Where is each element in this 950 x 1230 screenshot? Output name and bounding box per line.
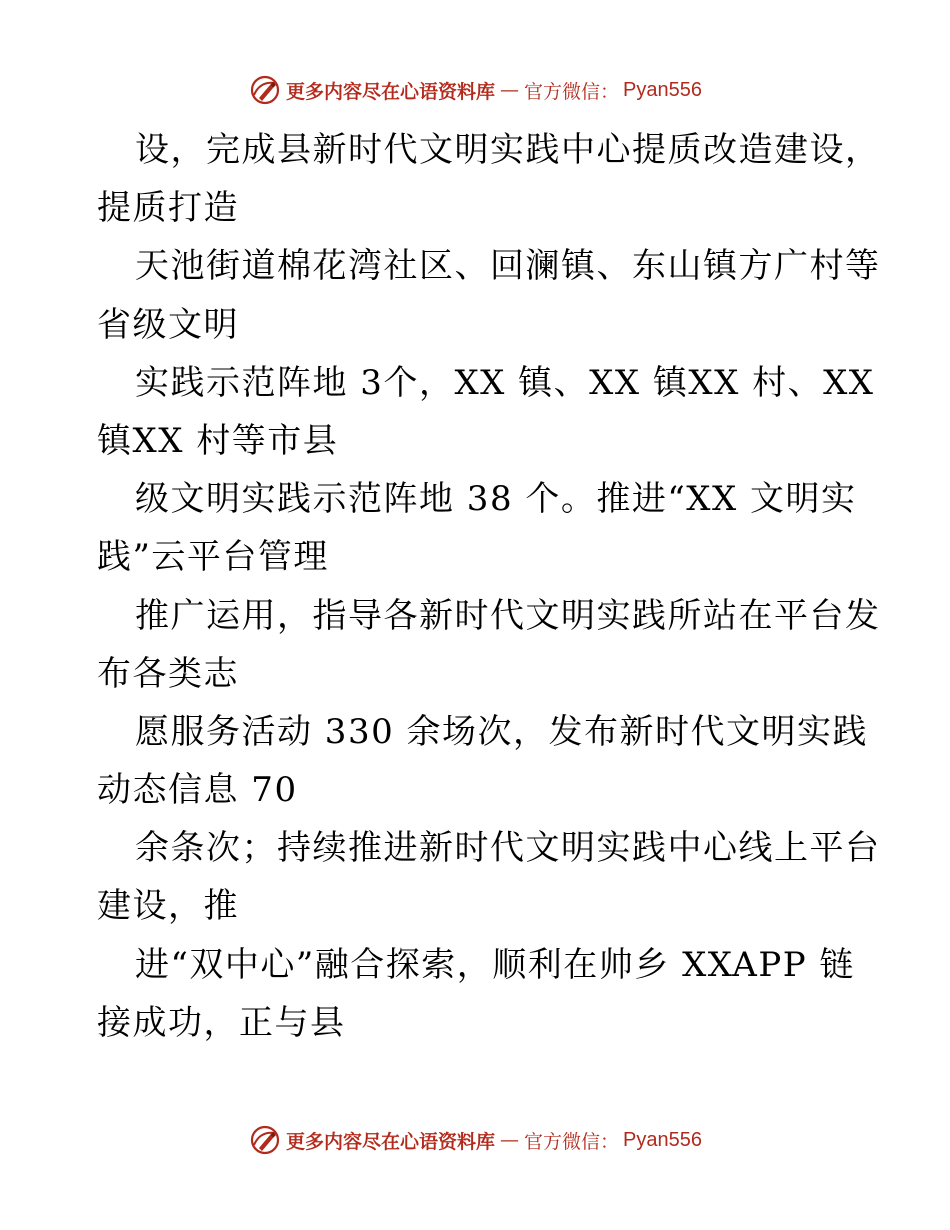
- body-line: 进“双中心”融合探索，顺利在帅乡 XXAPP 链: [135, 944, 855, 985]
- banner-site-name: 更多内容尽在心语资料库: [286, 1130, 496, 1153]
- body-line: 实践示范阵地 3个，XX 镇、XX 镇XX 村、XX: [135, 362, 875, 403]
- body-line: 接成功，正与县: [97, 1002, 346, 1043]
- body-line: 愿服务活动 330 余场次，发布新时代文明实践: [135, 711, 869, 752]
- body-line: 设，完成县新时代文明实践中心提质改造建设，: [135, 130, 881, 170]
- body-line: 天池街道棉花湾社区、回澜镇、东山镇方广村等: [135, 246, 881, 287]
- body-line: 级文明实践示范阵地 38 个。推进“XX 文明实: [135, 479, 857, 520]
- body-line: 余条次；持续推进新时代文明实践中心线上平台: [135, 828, 881, 869]
- body-line: 提质打造: [97, 188, 239, 229]
- body-line: 建设，推: [97, 886, 239, 927]
- body-line: 省级文明: [97, 304, 239, 345]
- footer-banner-content: [248, 1123, 702, 1157]
- banner-dash: —: [500, 79, 520, 101]
- banner-wechat-id: Pyan556: [623, 78, 702, 101]
- footer-banner: [0, 1120, 950, 1160]
- banner-wechat-label: 官方微信：: [524, 80, 620, 103]
- header-banner: [0, 70, 950, 110]
- body-line: 践”云平台管理: [97, 537, 329, 578]
- banner-wechat-label: 官方微信：: [524, 1130, 620, 1153]
- banner-site-name: 更多内容尽在心语资料库: [286, 80, 496, 103]
- body-line: 布各类志: [97, 653, 239, 694]
- pen-logo-icon: [248, 73, 282, 107]
- body-line: 推广运用，指导各新时代文明实践所站在平台发: [135, 595, 881, 636]
- document-body: [97, 121, 881, 1052]
- body-line: 镇XX 村等市县: [97, 420, 339, 461]
- body-line: 动态信息 70: [97, 770, 298, 811]
- header-banner-content: [248, 73, 702, 107]
- banner-wechat-id: Pyan556: [623, 1128, 702, 1151]
- banner-dash: —: [500, 1129, 520, 1151]
- pen-logo-icon: [248, 1123, 282, 1157]
